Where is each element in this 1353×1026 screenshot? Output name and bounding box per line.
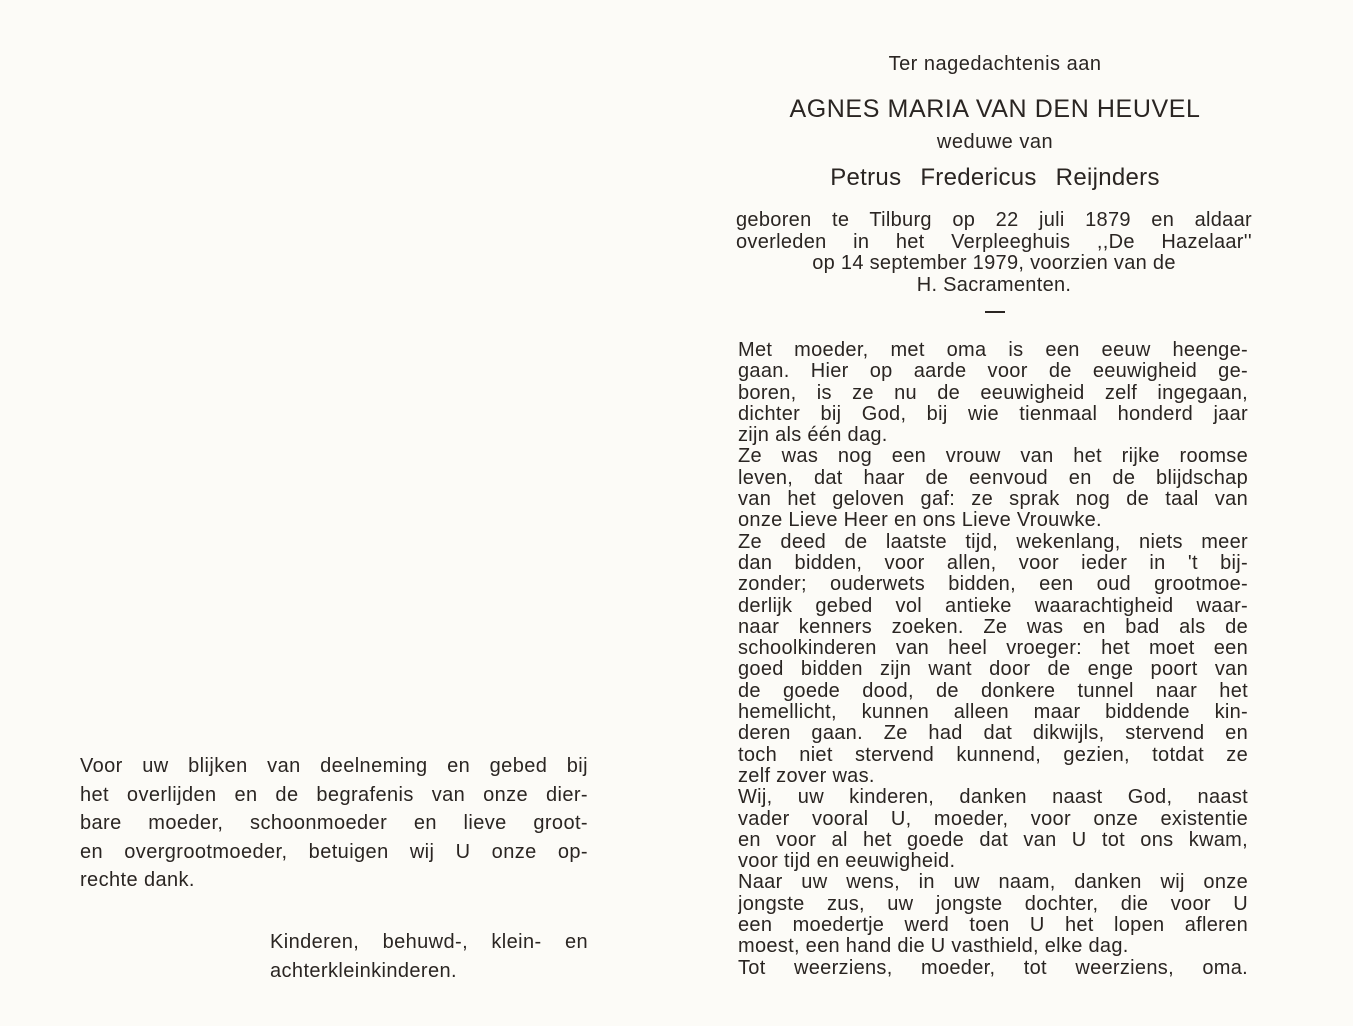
memorial-line: en voor al het goede dat van U tot ons kwam, <box>738 829 1248 851</box>
memorial-line: dan bidden, voor allen, voor ieder in 't bij- <box>738 552 1248 574</box>
memorial-line: boren, is ze nu de eeuwigheid zelf ingegaan, <box>738 382 1248 404</box>
family-signature <box>270 928 588 985</box>
thanks-paragraph <box>80 752 588 895</box>
intro-text: Ter nagedachtenis aan <box>888 53 1102 75</box>
memorial-line: naar kenners zoeken. Ze was en bad als de <box>738 616 1248 638</box>
memorial-line: zonder; ouderwets bidden, een oud grootmoe- <box>738 574 1248 596</box>
memorial-line: Tot weerziens, moeder, tot weerziens, oma. <box>738 957 1248 979</box>
memorial-line: leven, dat haar de eenvoud en de blijdschap <box>738 467 1248 489</box>
deceased-name: AGNES MARIA VAN DEN HEUVEL <box>789 95 1201 123</box>
husband-name: Petrus Fredericus Reijnders <box>830 164 1160 191</box>
thanks-line: Voor uw blijken van deelneming en gebed bij <box>80 755 588 777</box>
memorial-line: Ze deed de laatste tijd, wekenlang, niets meer <box>738 531 1248 553</box>
memorial-text <box>738 340 1248 979</box>
memorial-line: jongste zus, uw jongste dochter, die voor U <box>738 893 1248 915</box>
memorial-line: Wij, uw kinderen, danken naast God, naast <box>738 787 1248 809</box>
separator-dash <box>985 311 1005 313</box>
memorial-line: voor tijd en eeuwigheid. <box>738 851 956 873</box>
memorial-line: deren gaan. Ze had dat dikwijls, stervend en <box>738 723 1248 745</box>
memorial-line: zelf zover was. <box>738 765 875 787</box>
memorial-line: Naar uw wens, in uw naam, danken wij onze <box>738 872 1248 894</box>
memorial-line: vader vooral U, moeder, voor onze existentie <box>738 808 1248 830</box>
thanks-line: het overlijden en de begrafenis van onze dier- <box>80 783 588 806</box>
memorial-line: onze Lieve Heer en ons Lieve Vrouwke. <box>738 510 1102 532</box>
widow-of-text: weduwe van <box>936 131 1054 153</box>
memorial-line: een moedertje werd toen U het lopen afleren <box>738 915 1248 937</box>
birth-death-line: geboren te Tilburg op 22 juli 1879 en aldaar <box>736 209 1252 231</box>
memorial-line: derlijk gebed vol antieke waarachtigheid waar- <box>738 595 1248 617</box>
memorial-line: dichter bij God, bij wie tienmaal honderd jaar <box>738 403 1248 425</box>
memorial-line: de goede dood, de donkere tunnel naar het <box>738 680 1248 702</box>
memorial-line: gaan. Hier op aarde voor de eeuwigheid ge- <box>738 361 1248 383</box>
birth-death-line: overleden in het Verpleeghuis ,,De Hazelaar'' <box>736 230 1252 253</box>
memorial-line: van het geloven gaf: ze sprak nog de taal van <box>738 489 1248 511</box>
memorial-line: moest, een hand die U vasthield, elke dag. <box>738 936 1129 958</box>
memorial-line: toch niet stervend kunnend, gezien, totdat ze <box>738 744 1248 766</box>
thanks-line: rechte dank. <box>80 869 195 891</box>
birth-death-paragraph <box>736 210 1252 296</box>
signature-line: achterkleinkinderen. <box>270 959 457 982</box>
signature-line: Kinderen, behuwd-, klein- en <box>270 931 588 953</box>
birth-death-line: H. Sacramenten. <box>916 273 1072 296</box>
card-header <box>730 50 1260 194</box>
memorial-line: zijn als één dag. <box>738 425 888 447</box>
memorial-line: schoolkinderen van heel vroeger: het moet een <box>738 638 1248 660</box>
memorial-line: goed bidden zijn want door de enge poort van <box>738 659 1248 681</box>
memorial-line: Met moeder, met oma is een eeuw heenge- <box>738 340 1248 361</box>
birth-death-line: op 14 september 1979, voorzien van de <box>812 252 1176 274</box>
thanks-line: bare moeder, schoonmoeder en lieve groot- <box>80 812 588 834</box>
thanks-line: en overgrootmoeder, betuigen wij U onze op- <box>80 840 588 863</box>
memorial-line: Ze was nog een vrouw van het rijke roomse <box>738 446 1248 468</box>
memorial-line: hemellicht, kunnen alleen maar biddende kin- <box>738 702 1248 724</box>
